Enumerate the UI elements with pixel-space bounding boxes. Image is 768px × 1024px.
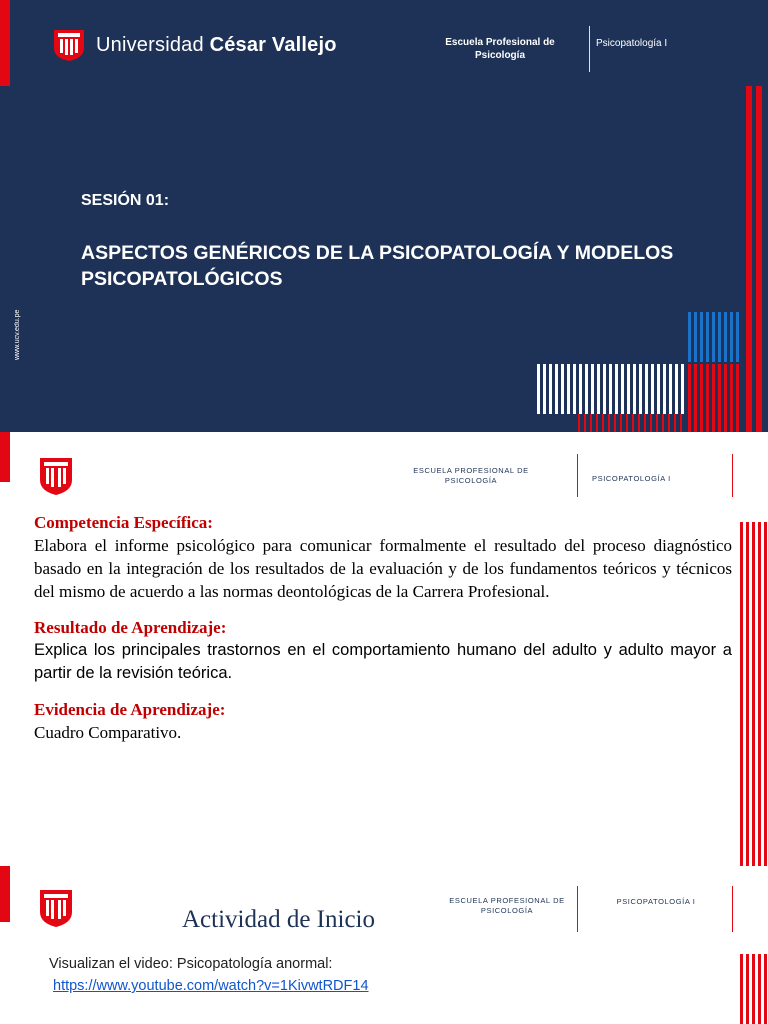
video-link[interactable]: https://www.youtube.com/watch?v=1KivwtRDF14 (53, 978, 369, 994)
evidencia-heading: Evidencia de Aprendizaje: (34, 700, 226, 719)
session-label: SESIÓN 01: (81, 192, 170, 209)
slide-1-cover (0, 0, 768, 432)
competencia-text: Elabora el informe psicológico para comunicar formalmente el resultado del proceso diagnóstico basado en la integración de los resultados de la evaluación y de los fundamentos teóricos y técnicos del mismo de acuerdo a las normas deontológicas de la Carrera Profesional. (34, 536, 732, 601)
slide-3-activity (0, 866, 768, 1024)
video-instruction: Visualizan el video: Psicopatología anormal: (49, 956, 333, 972)
decorative-stripes (0, 0, 768, 432)
session-title: ASPECTOS GENÉRICOS DE LA PSICOPATOLOGÍA Y MODELOS PSICOPATOLÓGICOS (81, 242, 674, 290)
resultado-heading: Resultado de Aprendizaje: (34, 618, 227, 637)
course-name: PSICOPATOLOGÍA I (592, 474, 671, 483)
resultado-text: Explica los principales trastornos en el comportamiento humano del adulto y adulto mayor a partir de la revisión teórica. (34, 641, 732, 682)
school-name: ESCUELA PROFESIONAL DE PSICOLOGÍA (449, 896, 565, 915)
school-name: ESCUELA PROFESIONAL DE PSICOLOGÍA (413, 466, 529, 485)
course-name: Psicopatología I (596, 38, 668, 49)
decorative-stripes (0, 866, 768, 1024)
activity-title: Actividad de Inicio (182, 906, 375, 933)
website-vertical-text: www.ucv.edu.pe (14, 309, 21, 360)
slide-2-competencies (0, 432, 768, 866)
course-name: PSICOPATOLOGÍA I (616, 897, 696, 906)
decorative-stripes (0, 432, 768, 866)
university-name: Universidad César Vallejo (96, 33, 337, 56)
competencia-heading: Competencia Específica: (34, 513, 213, 532)
school-name: Escuela Profesional de Psicología (445, 37, 555, 61)
evidencia-text: Cuadro Comparativo. (34, 723, 182, 742)
